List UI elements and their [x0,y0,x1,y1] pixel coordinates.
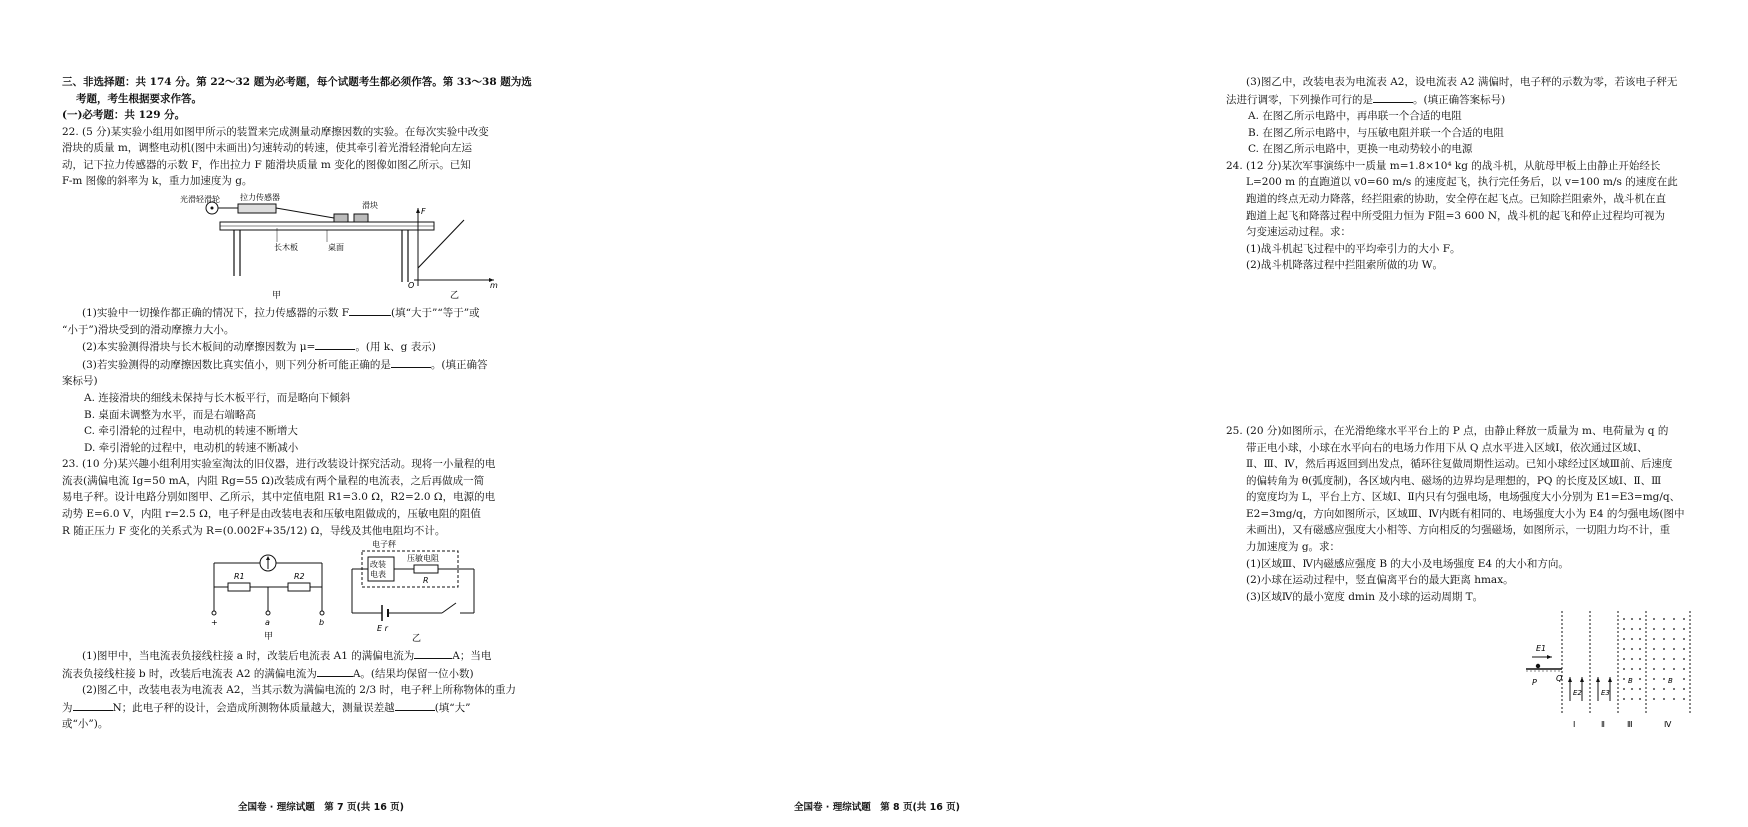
label-b1: B [1628,677,1633,686]
q22-apparatus-diagram [62,190,580,304]
q22-sub1-cont: “小于”)滑块受到的滑动摩擦力大小。 [62,323,235,336]
q24-sub1: (1)战斗机起飞过程中的平均牵引力的大小 F。 [1246,242,1461,255]
label-meter1: 改装 [370,560,386,570]
label-r1: R1 [234,572,245,582]
terminal-plus-icon [212,611,216,615]
q22-sub1: (1)实验中一切操作都正确的情况下，拉力传感器的示数 F (填“大于”“等于”或 [62,304,580,322]
left-column [62,74,580,733]
q22-line2: 滑块的质量 m，调整电动机(图中未画出)匀速转动的转速，使其牵引着光滑轻滑轮向左运 [62,142,472,155]
terminal-a-icon [266,611,270,615]
label-r2: R2 [294,572,305,582]
block-icon [334,214,348,222]
q24-line5: 匀变速运动过程。求： [1246,226,1351,239]
q25-sub2: (2)小球在运动过程中，竖直偏离平台的最大距离 hmax。 [1246,574,1514,587]
label-board: 长木板 [274,243,298,253]
q23-sub1: (1)图甲中，当电流表负接线柱接 a 时，改装后电流表 A1 的满偏电流为 A；当电 [62,647,580,665]
fraction-3mg-q: 3mg/q [1269,507,1303,520]
q25-sub3: (3)区域Ⅳ的最小宽度 dmin 及小球的运动周期 T。 [1246,590,1484,603]
q25-line4: 的偏转角为 θ(弧度制)，各区域内电、磁场的边界均是理想的，PQ 的长度及区域Ⅰ、Ⅱ、Ⅲ [1246,474,1662,487]
label-er: E r [377,624,388,634]
region-3-field-dots [1623,618,1641,700]
resistor-r2-icon [288,583,310,591]
q23-figure [62,539,580,647]
q23-option-b: B. 在图乙所示电路中，与压敏电阻并联一个合适的电阻 [1248,126,1504,139]
q23-sub3: (3)图乙中，改装电表为电流表 A2，设电流表 A2 满偏时，电子秤的示数为零，若该电子秤无 [1246,76,1678,88]
label-pulley: 光滑轻滑轮 [180,195,220,205]
label-table: 桌面 [328,243,344,253]
label-yi: 乙 [412,634,422,645]
q23-line4: 动势 E=6.0 V，内阻 r=2.5 Ω，电子秤是由改装电表和压敏电阻做成的，压敏电阻的阻值 [62,507,481,520]
q22-line4: F-m 图像的斜率为 k，重力加速度为 g。 [62,175,253,188]
label-region-4: Ⅳ [1664,720,1672,730]
label-meter2: 电表 [370,570,386,580]
q23-line1: 23. (10 分)某兴趣小组利用实验室淘汰的旧仪器，进行改装设计探究活动。现将一小量程的电 [62,458,496,471]
q25-sub1: (1)区域Ⅲ、Ⅳ内磁感应强度 B 的大小及电场强度 E4 的大小和方向。 [1246,557,1569,570]
page-footer: 全国卷 · 理综试题 第 8 页(共 16 页) [794,802,960,813]
resistor-r1-icon [228,583,250,591]
q22-sub3: (3)若实验测得的动摩擦因数比真实值小，则下列分析可能正确的是 。(填正确答 [62,356,580,374]
q22-sub2: (2)本实验测得滑块与长木板间的动摩擦因数为 μ= 。(用 k、g 表示) [62,338,580,356]
q24-line4: 跑道上起飞和降落过程中所受阻力恒为 F阻=3 600 N，战斗机的起飞和停止过程均可视为 [1246,209,1666,222]
label-a: a [265,618,270,628]
q22-line3: 动，记下拉力传感器的示数 F，作出拉力 F 随滑块质量 m 变化的图像如图乙所示。已知 [62,158,471,171]
q23-sub2: (2)图乙中，改装电表为电流表 A2，当其示数为满偏电流的 2/3 时，电子秤上所称物体的重力 [82,684,517,697]
region-4-field-dots [1653,618,1685,700]
q22-figure [62,190,580,304]
sensor-icon [238,204,276,213]
q25-figure [1226,605,1748,733]
q25-line8: 力加速度为 g。求： [1246,540,1341,553]
subsection-title: (一)必考题：共 129 分。 [62,109,186,122]
q23-sub1-cont: 流表负接线柱接 b 时，改装后电流表 A2 的满偏电流为 A。(结果均保留一位小数) [62,665,580,683]
q22-option-a: A. 连接滑块的细线未保持与长木板平行，而是略向下倾斜 [84,391,351,404]
q23-option-a: A. 在图乙所示电路中，再串联一个合适的电阻 [1248,110,1462,123]
q23-sub2-end: 或“小”)。 [62,718,109,731]
label-b2: B [1668,677,1673,686]
q25-line1: 25. (20 分)如图所示，在光滑绝缘水平平台上的 P 点，由静止释放一质量为 m、电荷量为 q 的 [1226,424,1669,437]
q22-sub3-cont: 案标号) [62,375,98,388]
label-e1: E1 [1536,644,1547,654]
label-plus: + [211,618,218,628]
label-e2: E2 [1573,689,1582,698]
q23-circuit-diagram [62,539,580,647]
q23-option-c: C. 在图乙所示电路中，更换一电动势较小的电源 [1248,143,1473,156]
q22-option-c: C. 牵引滑轮的过程中，电动机的转速不断增大 [84,425,298,438]
section-header-cont: 考题，考生根据要求作答。 [76,92,202,105]
q25-line7: 未画出)，又有磁感应强度大小相等、方向相反的匀强磁场，如图所示，一切阻力均不计，重 [1246,524,1671,537]
label-region-2: Ⅱ [1601,720,1605,730]
pressure-resistor-icon [414,565,438,573]
q23-line3: 易电子秤。设计电路分别如图甲、乙所示，其中定值电阻 R1=3.0 Ω，R2=2.0 Ω，电源的电 [62,491,496,504]
page-footer: 全国卷 · 理综试题 第 7 页(共 16 页) [238,802,404,813]
q25-line3: Ⅱ、Ⅲ、Ⅳ，然后再返回到出发点，循环往复做周期性运动。已知小球经过区域Ⅲ前、后速度 [1246,458,1673,471]
label-yi: 乙 [450,291,460,302]
resistance-formula: (0.002F+35/12) Ω [222,524,320,537]
q25-field-diagram [1226,605,1748,733]
label-jia: 甲 [264,632,274,643]
section-header: 三、非选择题：共 174 分。第 22～32 题为必考题，每个试题考生都必须作答。第 33～38 题为选 [62,76,532,88]
q25-line6: E2=3mg/q，方向如图所示，区域Ⅲ、Ⅳ内既有相同的、电场强度大小为 E4 的匀强电场(图中 [1246,507,1685,520]
q23-line5: R 随正压力 F 变化的关系式为 R=(0.002F+35/12) Ω，导线及其他电阻均不计。 [62,524,446,537]
left-page [0,0,600,827]
label-block: 滑块 [362,201,378,211]
label-b: b [319,618,325,628]
label-region-3: Ⅲ [1627,720,1633,730]
q24-sub2: (2)战斗机降落过程中拦阻索所做的功 W。 [1246,259,1444,272]
right-page [600,0,1685,827]
label-scale: 电子秤 [372,540,396,550]
q23-sub3-cont: 法进行调零，下列操作可行的是 。(填正确答案标号) [1226,91,1748,109]
q24-line3: 跑道的终点无动力降落，经拦阻索的协助，安全停在起飞点。已知除拦阻索外，战斗机在直 [1246,193,1666,206]
label-axis-f: F [421,207,426,217]
label-origin: O [408,281,415,291]
label-q: Q [1556,674,1563,684]
q24-line2: L=200 m 的直跑道以 v0=60 m/s 的速度起飞，执行完任务后，以 v=100 m/s 的速度在此 [1246,176,1678,189]
label-axis-m: m [490,281,498,291]
label-r: R [423,576,429,586]
q25-line2: 带正电小球，小球在水平向右的电场力作用下从 Q 点水平进入区域Ⅰ，依次通过区域Ⅰ、 [1246,441,1648,454]
label-region-1: Ⅰ [1573,720,1576,730]
label-sensor: 拉力传感器 [240,193,280,203]
q22-option-d: D. 牵引滑轮的过程中，电动机的转速不断减小 [84,441,299,454]
q24-line1: 24. (12 分)某次军事演练中一质量 m=1.8×10⁴ kg 的战斗机，从航母甲板上由静止开始经长 [1226,159,1661,172]
terminal-b-icon [320,611,324,615]
q23-line2: 流表(满偏电流 Ig=50 mA，内阻 Rg=55 Ω)改装成有两个量程的电流表，之后再做成一简 [62,474,485,487]
label-sensor: 压敏电阻 [407,554,439,564]
label-e3: E3 [1601,689,1610,698]
q25-line5: 的宽度均为 L，平台上方、区域Ⅰ、Ⅱ内只有匀强电场，电场强度大小分别为 E1=E3=mg/q、 [1246,491,1681,504]
q22-option-b: B. 桌面未调整为水平，而是右端略高 [84,408,256,421]
fraction-mg-q: mg/q [1642,491,1670,504]
ball-icon [1536,664,1540,668]
label-jia: 甲 [272,291,282,302]
right-column [1226,74,1748,733]
answer-space [1226,274,1748,423]
label-p: P [1532,678,1537,688]
switch-icon [442,603,456,613]
q23-sub2-cont: 为 N；此电子秤的设计，会造成所测物体质量越大，测量误差越 (填“大” [62,699,580,717]
q22-line1: 22. (5 分)某实验小组用如图甲所示的装置来完成测量动摩擦因数的实验。在每次实验中改变 [62,125,489,138]
